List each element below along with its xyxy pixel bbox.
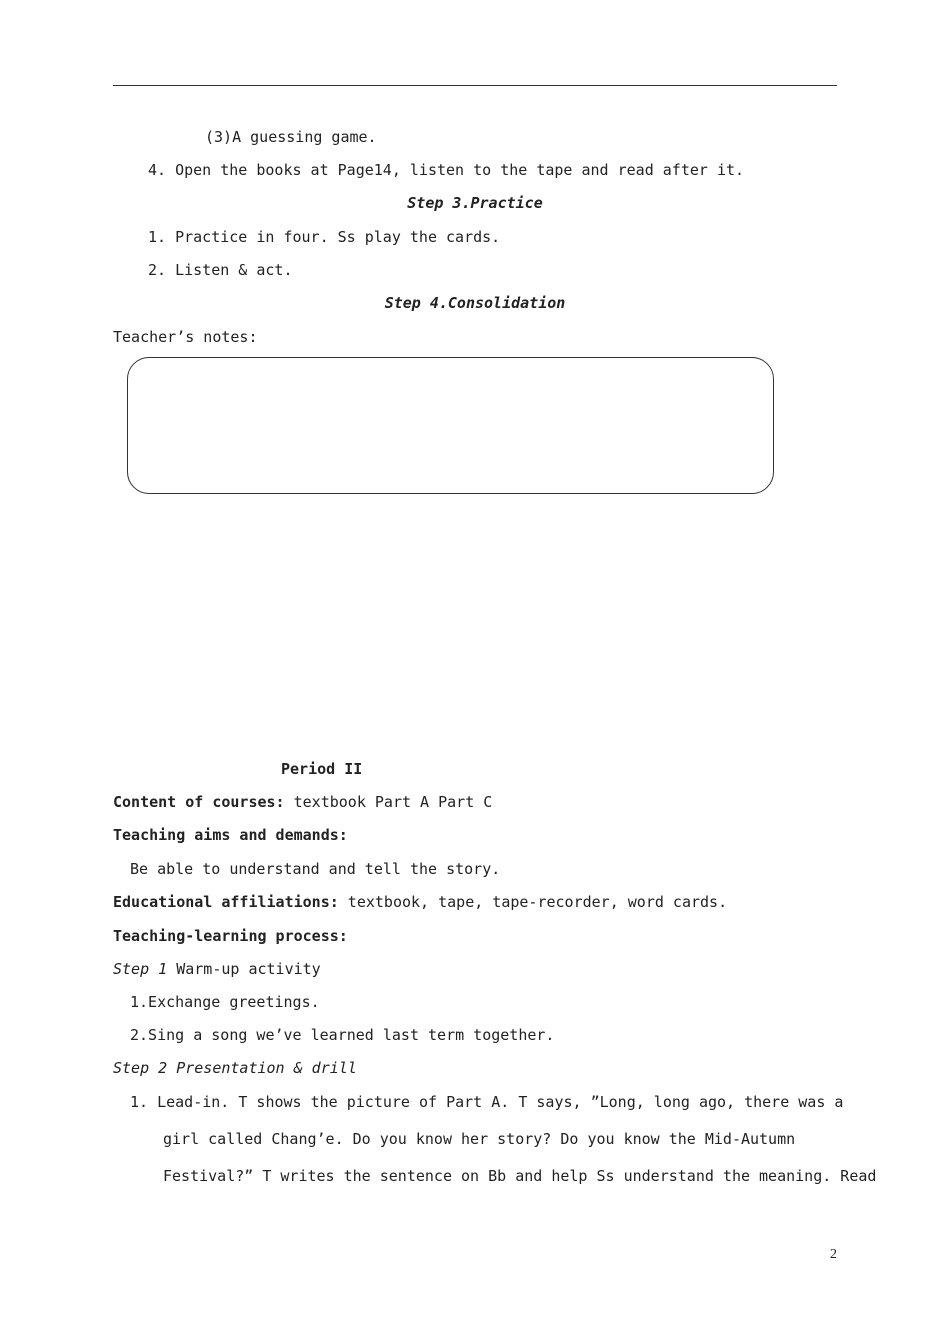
list-item-open-books: 4. Open the books at Page14, listen to the tape and read after it. bbox=[148, 161, 745, 179]
content-value: textbook Part A Part C bbox=[284, 793, 493, 811]
step1-line bbox=[113, 959, 321, 979]
affiliations-label: Educational affiliations: bbox=[113, 893, 339, 911]
step4-heading: Step 4.Consolidation bbox=[384, 294, 566, 312]
step2-item-1-line-3: Festival?” T writes the sentence on Bb and help Ss understand the meaning. Read bbox=[163, 1167, 877, 1185]
practice-item-1: 1. Practice in four. Ss play the cards. bbox=[148, 228, 501, 246]
teacher-notes-box[interactable] bbox=[127, 357, 774, 494]
aims-value: Be able to understand and tell the story. bbox=[130, 860, 501, 878]
step1-item-1: 1.Exchange greetings. bbox=[130, 993, 320, 1011]
step2-item-1-line-1: 1. Lead-in. T shows the picture of Part A. T says, ”Long, long ago, there was a bbox=[130, 1093, 844, 1111]
educational-affiliations bbox=[113, 892, 727, 912]
step2-heading: Step 2 Presentation & drill bbox=[113, 1059, 357, 1077]
header-rule bbox=[113, 85, 837, 86]
process-label: Teaching-learning process: bbox=[113, 927, 348, 945]
content-label: Content of courses: bbox=[113, 793, 285, 811]
step1-label: Step 1 bbox=[113, 960, 168, 978]
practice-item-2: 2. Listen & act. bbox=[148, 261, 293, 279]
affiliations-value: textbook, tape, tape-recorder, word cards. bbox=[338, 893, 728, 911]
content-of-courses bbox=[113, 792, 492, 812]
list-item-guessing-game: (3)A guessing game. bbox=[205, 128, 377, 146]
step1-item-2: 2.Sing a song we’ve learned last term together. bbox=[130, 1026, 555, 1044]
step3-heading: Step 3.Practice bbox=[407, 194, 543, 212]
teacher-notes-label: Teacher’s notes: bbox=[113, 328, 258, 346]
step2-item-1-line-2: girl called Chang’e. Do you know her story? Do you know the Mid-Autumn bbox=[163, 1130, 796, 1148]
step1-title: Warm-up activity bbox=[167, 960, 321, 978]
page-number: 2 bbox=[830, 1247, 837, 1262]
period-title: Period II bbox=[281, 760, 363, 778]
aims-label: Teaching aims and demands: bbox=[113, 826, 348, 844]
